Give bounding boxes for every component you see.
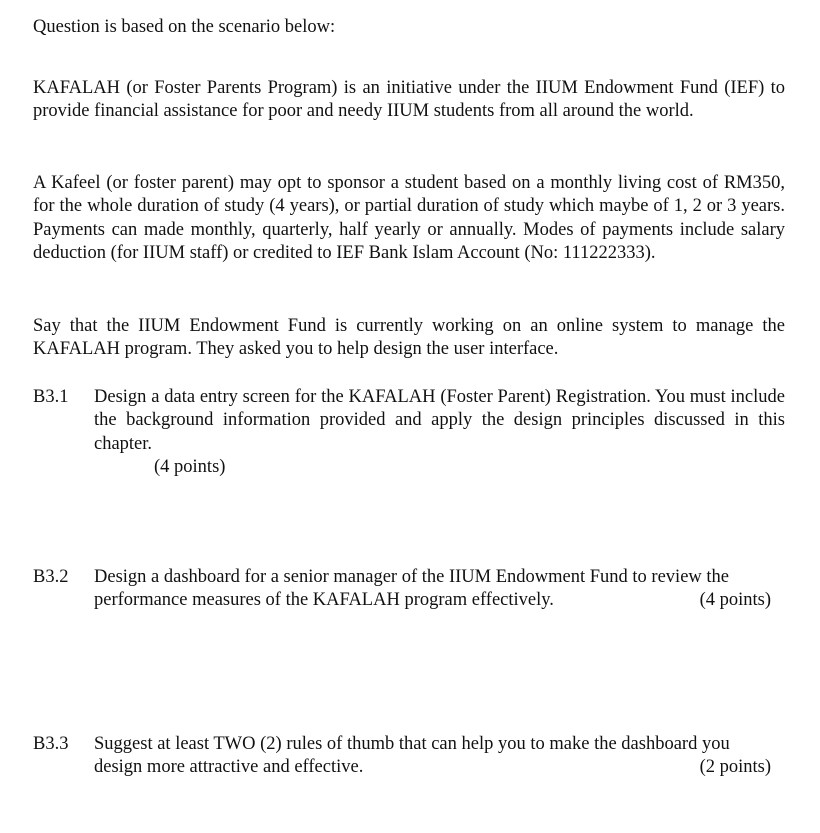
question-points: (4 points): [154, 456, 226, 477]
scenario-paragraph-3: Say that the IIUM Endowment Fund is currently working on an online system to manage the KAFALAH program. They asked you to help design the user interface.: [33, 316, 785, 360]
question-b3-2: [33, 566, 785, 613]
question-text-line-1: Design a dashboard for a senior manager of the IIUM Endowment Fund to review the: [94, 567, 729, 587]
scenario-paragraph-1: KAFALAH (or Foster Parents Program) is an initiative under the IIUM Endowment Fund (IEF) to provide financial assistance for poor and needy IIUM students from all around the world.: [33, 78, 785, 122]
question-text: Design a data entry screen for the KAFALAH (Foster Parent) Registration. You must include the background information provided and apply the design principles discussed in this chapter.: [94, 387, 785, 454]
scenario-paragraph-2: A Kafeel (or foster parent) may opt to sponsor a student based on a monthly living cost of RM350, for the whole duration of study (4 years), or partial duration of study which maybe of 1, 2 or 3 years. Payments can made monthly, quarterly, half yearly or annually. Modes of payments include salary deduction (for IIUM staff) or credited to IEF Bank Islam Account (No: 111222333).: [33, 173, 785, 263]
question-text-line-2: performance measures of the KAFALAH program effectively.: [94, 590, 554, 611]
intro-heading: Question is based on the scenario below:: [33, 17, 336, 37]
question-number: B3.3: [33, 734, 69, 754]
question-b3-3: [33, 733, 785, 780]
question-points: (2 points): [699, 757, 771, 778]
question-number: B3.2: [33, 567, 69, 587]
question-text-line-1: Suggest at least TWO (2) rules of thumb that can help you to make the dashboard you: [94, 734, 730, 754]
question-text-line-2: design more attractive and effective.: [94, 757, 364, 778]
question-b3-1: [33, 386, 785, 479]
question-number: B3.1: [33, 387, 69, 407]
question-points: (4 points): [699, 590, 771, 611]
